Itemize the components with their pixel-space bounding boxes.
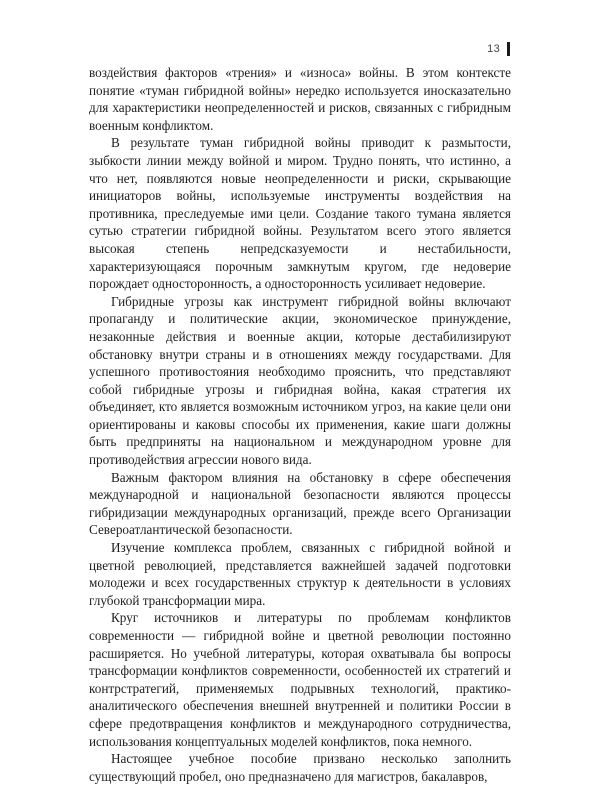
paragraph: Настоящее учебное пособие призвано несколько заполнить существующий пробел, оно предназначено для магистров, бакалавров, <box>89 751 511 784</box>
paragraph-continued: воздействия факторов «трения» и «износа» войны. В этом контексте понятие «туман гибридной войны» нередко используется иносказательно для характеристики неопределенностей и рисков, связанных с гибридным военным конфликтом. <box>89 65 511 133</box>
paragraph: Круг источников и литературы по проблемам конфликтов современности — гибридной войне и цветной революции постоянно расширяется. Но учебной литературы, которая охватывала бы вопросы трансформации конфликтов современности, особенностей их стратегий и контрстратегий, применяемых подрывных технологий, практико-аналитического обеспечения внешней внутренней и политики России в сфере предотвращения конфликтов и международного сотрудничества, использования концептуальных моделей конфликтов, пока немного. <box>89 610 511 749</box>
page-number: 13 <box>487 43 500 55</box>
page-number-bar <box>507 42 510 56</box>
body-text <box>89 64 511 785</box>
paragraph: В результате туман гибридной войны приводит к размытости, зыбкости линии между войной и миром. Трудно понять, что истинно, а что нет, появляются новые неопределенности и риски, скрывающие инициаторов войны, используемые инструменты воздействия на противника, преследуемые ими цели. Создание такого тумана является сутью стратегии гибридной войны. Результатом всего этого является высокая степень непредсказуемости и нестабильности, характеризующаяся порочным замкнутым кругом, где недоверие порождает односторонность, а односторонность усиливает недоверие. <box>89 135 511 292</box>
paragraph: Важным фактором влияния на обстановку в сфере обеспечения международной и национальной безопасности являются процессы гибридизации международных организаций, прежде всего Организации Североатлантической безопасности. <box>89 469 511 538</box>
page-header <box>487 42 510 56</box>
paragraph: Изучение комплекса проблем, связанных с гибридной войной и цветной революцией, представляется важнейшей задачей подготовки молодежи и всех государственных структур к деятельности в условиях глубокой трансформации мира. <box>89 540 511 608</box>
paragraph: Гибридные угрозы как инструмент гибридной войны включают пропаганду и политические акции, экономическое принуждение, незаконные действия и военные акции, которые дестабилизируют обстановку внутри страны и в отношениях между государствами. Для успешного противостояния необходимо прояснить, что представляют собой гибридные угрозы и гибридная война, какая стратегия их объединяет, кто является возможным источником угроз, на какие цели они ориентированы и каковы способы их применения, какие шаги должны быть предприняты на национальном и международном уровне для противодействия агрессии нового вида. <box>89 293 511 468</box>
